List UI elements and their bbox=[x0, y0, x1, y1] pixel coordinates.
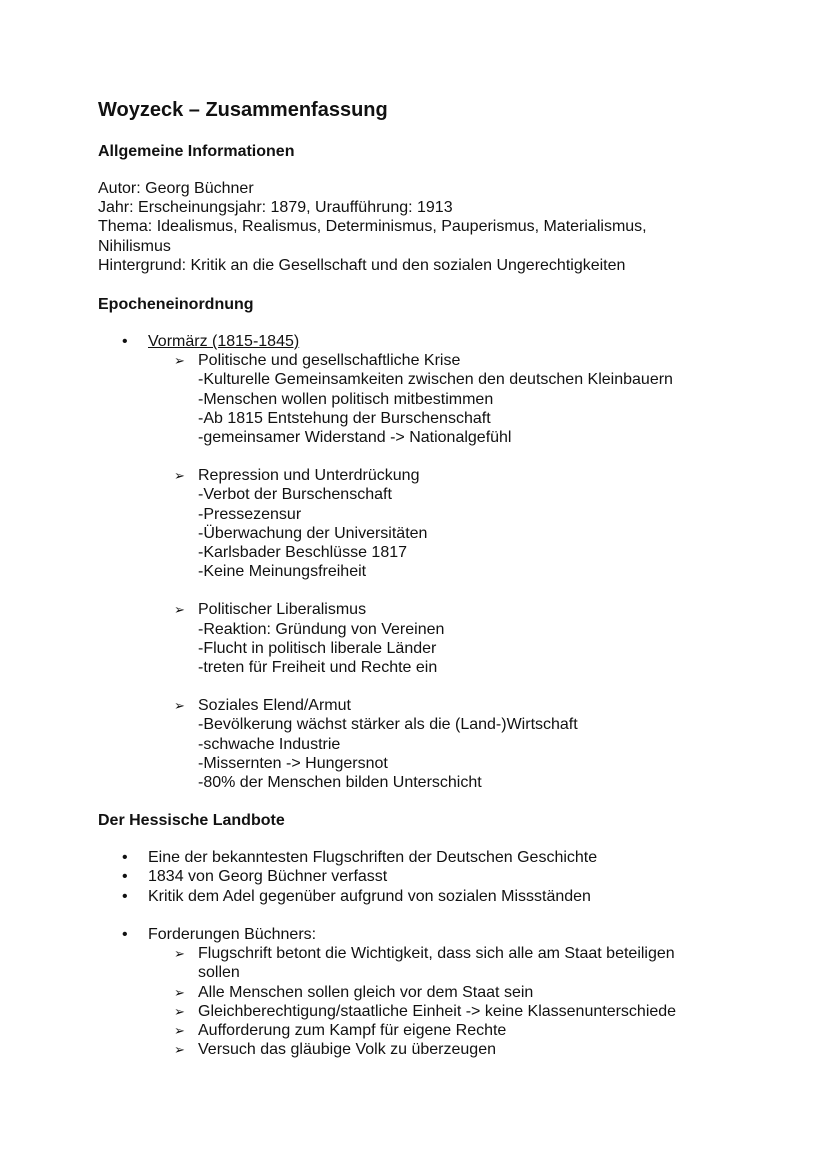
group-line: -gemeinsamer Widerstand -> Nationalgefühl bbox=[198, 429, 512, 447]
year-line: Jahr: Erscheinungsjahr: 1879, Uraufführung: 1913 bbox=[98, 199, 453, 217]
document-title: Woyzeck – Zusammenfassung bbox=[98, 99, 388, 121]
group-line: -Pressezensur bbox=[198, 505, 302, 523]
demand-text: Flugschrift betont die Wichtigkeit, dass sich alle am Staat beteiligen bbox=[198, 945, 675, 963]
group-line: -Kulturelle Gemeinsamkeiten zwischen den deutschen Kleinbauern bbox=[198, 371, 673, 389]
theme-line: Thema: Idealismus, Realismus, Determinismus, Pauperismus, Materialismus, bbox=[98, 218, 647, 236]
group-line: -Menschen wollen politisch mitbestimmen bbox=[198, 390, 494, 408]
list-item bbox=[98, 332, 798, 351]
list-item bbox=[98, 887, 798, 906]
arrow-bullet-icon: ➢ bbox=[174, 602, 185, 618]
group-line: -treten für Freiheit und Rechte ein bbox=[198, 659, 438, 677]
arrow-bullet-icon: ➢ bbox=[174, 468, 185, 484]
group-line: -schwache Industrie bbox=[198, 735, 341, 753]
group-line: -Reaktion: Gründung von Vereinen bbox=[198, 620, 445, 638]
group-title: Politische und gesellschaftliche Krise bbox=[198, 352, 461, 370]
demand-text: Versuch das gläubige Volk zu überzeugen bbox=[198, 1041, 496, 1059]
theme-line-cont: Nihilismus bbox=[98, 237, 171, 255]
group-line: -Karlsbader Beschlüsse 1817 bbox=[198, 544, 408, 562]
demand-item bbox=[98, 944, 798, 982]
heading-landbote: Der Hessische Landbote bbox=[98, 812, 285, 830]
list-item bbox=[98, 867, 798, 886]
demand-text: Gleichberechtigung/staatliche Einheit -> keine Klassenunterschiede bbox=[198, 1002, 677, 1020]
list-item bbox=[98, 925, 798, 944]
demand-item bbox=[98, 983, 798, 1002]
group-line: -Überwachung der Universitäten bbox=[198, 524, 428, 542]
heading-epoch: Epocheneinordnung bbox=[98, 296, 254, 314]
bullet-dot-icon: • bbox=[122, 868, 128, 886]
arrow-bullet-icon: ➢ bbox=[174, 946, 185, 962]
bullet-dot-icon: • bbox=[122, 849, 128, 867]
demand-item bbox=[98, 1021, 798, 1040]
group-line: -Flucht in politisch liberale Länder bbox=[198, 639, 437, 657]
list-item-text: 1834 von Georg Büchner verfasst bbox=[148, 868, 388, 886]
list-item-text: Eine der bekanntesten Flugschriften der Deutschen Geschichte bbox=[148, 849, 598, 867]
epoch-group bbox=[98, 600, 798, 677]
arrow-bullet-icon: ➢ bbox=[174, 353, 185, 369]
bullet-dot-icon: • bbox=[122, 925, 128, 943]
bullet-dot-icon: • bbox=[122, 333, 128, 351]
document-page bbox=[98, 96, 798, 1059]
epoch-group bbox=[98, 351, 798, 447]
list-item bbox=[98, 848, 798, 867]
list-item-text: Kritik dem Adel gegenüber aufgrund von sozialen Missständen bbox=[148, 887, 591, 905]
arrow-bullet-icon: ➢ bbox=[174, 984, 185, 1000]
demand-item bbox=[98, 1040, 798, 1059]
epoch-group bbox=[98, 696, 798, 792]
group-title: Soziales Elend/Armut bbox=[198, 697, 351, 715]
group-line: -Ab 1815 Entstehung der Burschenschaft bbox=[198, 409, 491, 427]
group-title: Repression und Unterdrückung bbox=[198, 467, 420, 485]
epoch-group bbox=[98, 466, 798, 581]
group-title: Politischer Liberalismus bbox=[198, 601, 367, 619]
demands-label: Forderungen Büchners: bbox=[148, 925, 317, 943]
arrow-bullet-icon: ➢ bbox=[174, 1042, 185, 1058]
arrow-bullet-icon: ➢ bbox=[174, 1003, 185, 1019]
demand-text: Alle Menschen sollen gleich vor dem Staat sein bbox=[198, 983, 534, 1001]
author-line: Autor: Georg Büchner bbox=[98, 180, 254, 197]
group-line: -Verbot der Burschenschaft bbox=[198, 486, 392, 504]
group-line: -80% der Menschen bilden Unterschicht bbox=[198, 774, 482, 792]
group-line: -Keine Meinungsfreiheit bbox=[198, 563, 367, 581]
bullet-dot-icon: • bbox=[122, 887, 128, 905]
heading-general: Allgemeine Informationen bbox=[98, 143, 295, 160]
background-line: Hintergrund: Kritik an die Gesellschaft und den sozialen Ungerechtigkeiten bbox=[98, 256, 626, 274]
epoch-label: Vormärz (1815-1845) bbox=[148, 333, 300, 351]
demand-text: Aufforderung zum Kampf für eigene Rechte bbox=[198, 1021, 507, 1039]
group-line: -Bevölkerung wächst stärker als die (Land-)Wirtschaft bbox=[198, 716, 578, 734]
arrow-bullet-icon: ➢ bbox=[174, 698, 185, 714]
demand-item bbox=[98, 1002, 798, 1021]
demand-text: sollen bbox=[198, 964, 240, 982]
group-line: -Missernten -> Hungersnot bbox=[198, 754, 388, 772]
arrow-bullet-icon: ➢ bbox=[174, 1022, 185, 1038]
